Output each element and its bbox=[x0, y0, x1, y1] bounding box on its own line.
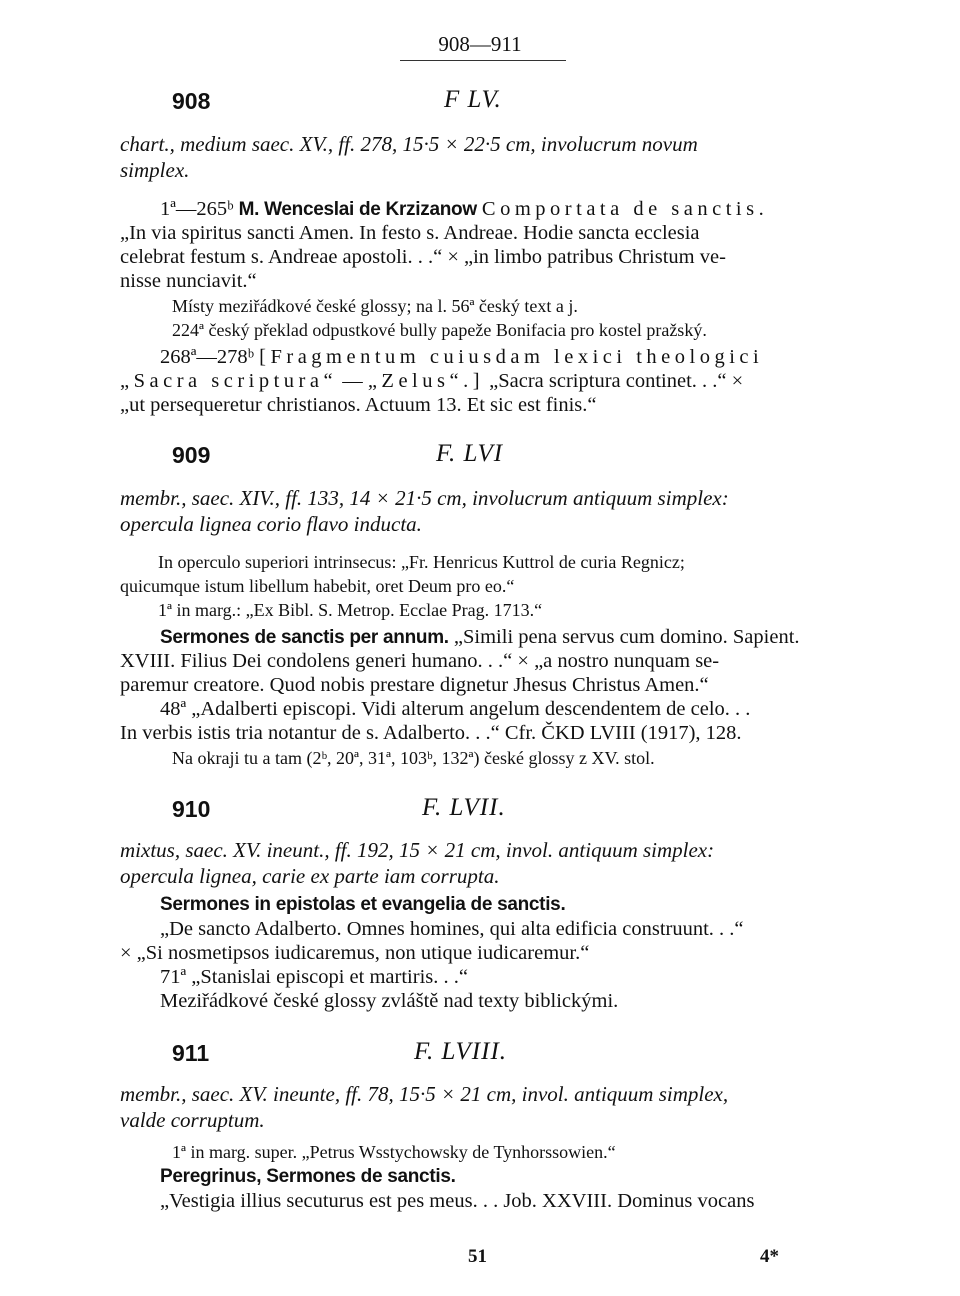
description-line: membr., saec. XV. ineunte, ff. 78, 15·5 × 21 cm, invol. antiquum simplex, bbox=[120, 1082, 729, 1106]
signature-mark: 4* bbox=[760, 1246, 779, 1267]
note-line: Na okraji tu a tam (2ᵇ, 20ª, 31ª, 103ᵇ, 132ª) české glossy z XV. stol. bbox=[172, 748, 655, 768]
quote-spaced: „Zelus“.] bbox=[367, 370, 485, 392]
content-line: In verbis istis tria notantur de s. Adalberto. . .“ Cfr. ČKD LVIII (1917), 128. bbox=[120, 722, 742, 744]
content-line: XVIII. Filius Dei condolens generi humano. . .“ × „a nostro nunquam se- bbox=[120, 650, 720, 672]
content-line bbox=[160, 346, 763, 369]
quote-spaced: „Sacra scriptura“ bbox=[120, 370, 338, 392]
header-rule bbox=[400, 60, 566, 61]
shelfmark: F. LVII. bbox=[422, 794, 506, 821]
folio-ref: 268ª—278ᵇ bbox=[160, 346, 255, 368]
content-line: „Vestigia illius secuturus est pes meus. . . Job. XXVIII. Dominus vocans bbox=[160, 1190, 755, 1212]
content-line: Meziřádkové české glossy zvláště nad texty biblickými. bbox=[160, 990, 619, 1012]
content-line: 48ª „Adalberti episcopi. Vidi alterum angelum descendentem de celo. . . bbox=[160, 698, 751, 720]
author: M. Wenceslai de Krzizanow bbox=[238, 199, 477, 220]
note-line: 224ª český překlad odpustkové bully papeže Bonifacia pro kostel pražský. bbox=[172, 320, 707, 340]
folio-ref: 1ª—265ᵇ bbox=[160, 198, 234, 220]
fragment-title: [Fragmentum cuiusdam lexici theologici bbox=[259, 346, 764, 368]
description-line: chart., medium saec. XV., ff. 278, 15·5 × 22·5 cm, involucrum novum bbox=[120, 132, 698, 156]
content-line: „ut persequeretur christianos. Actuum 13. Et sic est finis.“ bbox=[120, 394, 597, 416]
note-line: In operculo superiori intrinsecus: „Fr. Henricus Kuttrol de curia Regnicz; bbox=[158, 552, 685, 572]
description-line: opercula lignea, carie ex parte iam corrupta. bbox=[120, 864, 500, 888]
running-header: 908—911 bbox=[438, 32, 522, 56]
content-line: „De sancto Adalberto. Omnes homines, qui alta edificia construunt. . .“ bbox=[160, 918, 744, 940]
description-line: membr., saec. XIV., ff. 133, 14 × 21·5 cm, involucrum antiquum simplex: bbox=[120, 486, 729, 510]
incipit: „Simili pena servus cum domino. Sapient. bbox=[448, 626, 800, 648]
content-line: nisse nunciavit.“ bbox=[120, 270, 257, 292]
work-title: Sermones de sanctis per annum. bbox=[160, 627, 449, 648]
description-line: opercula lignea corio flavo inducta. bbox=[120, 512, 422, 536]
incipit: „Sacra scriptura continet. . .“ × bbox=[484, 370, 744, 392]
description-line: valde corruptum. bbox=[120, 1108, 265, 1132]
entry-number: 908 bbox=[172, 88, 211, 114]
shelfmark: F. LVI bbox=[436, 440, 504, 467]
note-line: 1ª in marg.: „Ex Bibl. S. Metrop. Ecclae Prag. 1713.“ bbox=[158, 600, 543, 620]
work-title: Comportata de sanctis. bbox=[481, 198, 769, 220]
page-number: 51 bbox=[468, 1246, 487, 1267]
entry-number: 910 bbox=[172, 796, 211, 822]
shelfmark: F. LVIII. bbox=[414, 1038, 508, 1065]
content-line bbox=[160, 198, 768, 221]
dash: — bbox=[337, 370, 368, 392]
entry-number: 909 bbox=[172, 442, 211, 468]
content-line: paremur creatore. Quod nobis prestare dignetur Jhesus Christus Amen.“ bbox=[120, 674, 709, 696]
content-line: × „Si nosmetipsos iudicaremus, non utique iudicaremur.“ bbox=[120, 942, 590, 964]
note-line: 1ª in marg. super. „Petrus Wsstychowsky de Tynhorssowien.“ bbox=[172, 1142, 616, 1162]
work-title: Sermones in epistolas et evangelia de sanctis. bbox=[160, 894, 566, 915]
description-line: mixtus, saec. XV. ineunt., ff. 192, 15 × 21 cm, invol. antiquum simplex: bbox=[120, 838, 715, 862]
entry-number: 911 bbox=[172, 1040, 210, 1066]
note-line: Místy meziřádkové české glossy; na l. 56ª český text a j. bbox=[172, 296, 578, 316]
description-line: simplex. bbox=[120, 158, 190, 182]
content-line: „In via spiritus sancti Amen. In festo s. Andreae. Hodie sancta ecclesia bbox=[120, 222, 700, 244]
content-line: 71ª „Stanislai episcopi et martiris. . .“ bbox=[160, 966, 468, 988]
content-line bbox=[160, 626, 800, 649]
content-line: celebrat festum s. Andreae apostoli. . .“ × „in limbo patribus Christum ve- bbox=[120, 246, 726, 268]
shelfmark: F LV. bbox=[444, 86, 502, 113]
note-line: quicumque istum libellum habebit, oret Deum pro eo.“ bbox=[120, 576, 515, 596]
work-title: Peregrinus, Sermones de sanctis. bbox=[160, 1166, 456, 1187]
content-line bbox=[120, 370, 743, 393]
